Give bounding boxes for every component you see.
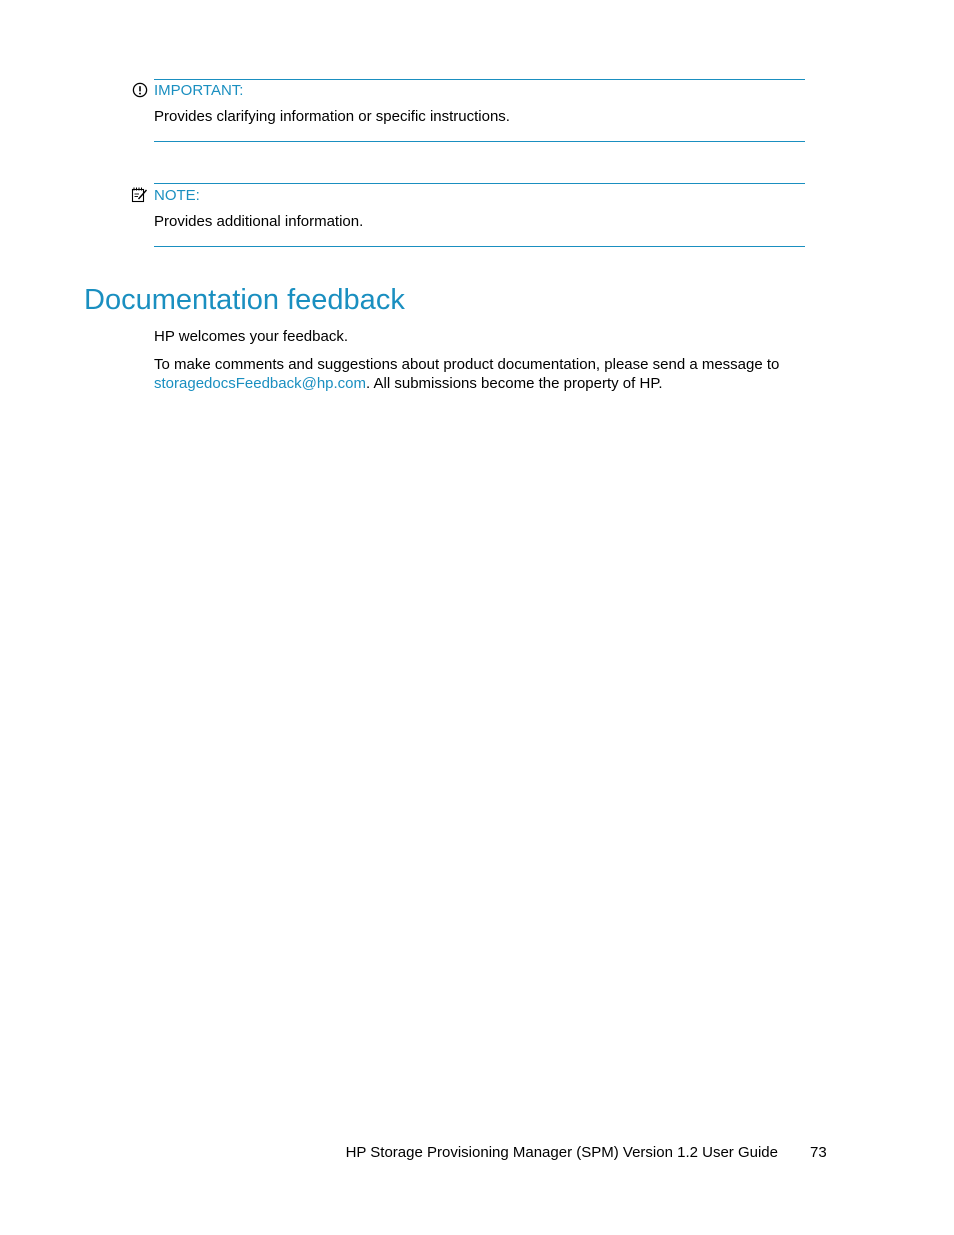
footer-guide-title: HP Storage Provisioning Manager (SPM) Version 1.2 User Guide (345, 1144, 778, 1161)
important-top-rule (154, 79, 805, 80)
note-top-rule (154, 183, 805, 184)
note-text: Provides additional information. (154, 213, 364, 230)
footer-page-number: 73 (810, 1144, 827, 1161)
feedback-instructions-line1: To make comments and suggestions about product documentation, please send a message to (154, 356, 780, 373)
note-pad-icon (131, 186, 147, 202)
important-label: IMPORTANT: (154, 82, 244, 99)
note-label: NOTE: (154, 187, 200, 204)
important-bottom-rule (154, 141, 805, 142)
feedback-email-link[interactable]: storagedocsFeedback@hp.com (154, 375, 367, 392)
important-text: Provides clarifying information or specific instructions. (154, 108, 510, 125)
note-bottom-rule (154, 246, 805, 247)
feedback-instructions-tail: . All submissions become the property of HP. (366, 375, 663, 392)
feedback-welcome-text: HP welcomes your feedback. (154, 328, 348, 345)
feedback-instructions-line2 (154, 374, 663, 393)
exclamation-circle-icon (132, 82, 148, 98)
section-heading: Documentation feedback (84, 284, 405, 316)
